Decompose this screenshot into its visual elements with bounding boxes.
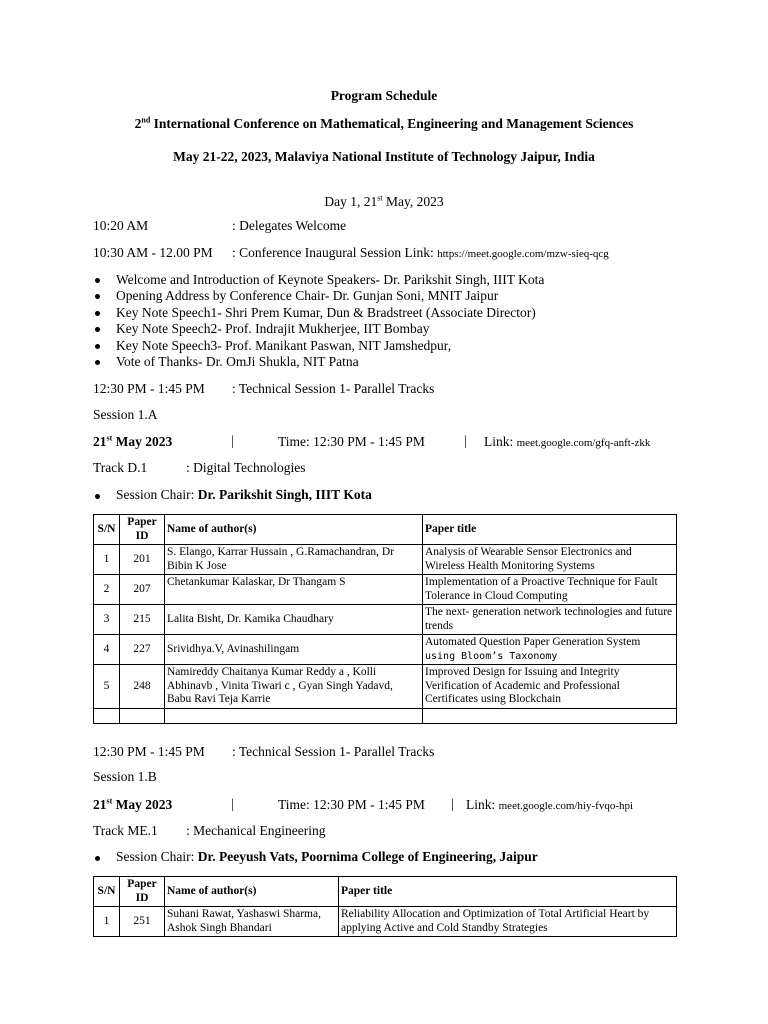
session-date <box>93 434 172 450</box>
agenda-description-text: : Conference Inaugural Session Link: <box>232 245 438 260</box>
session-date-suffix: st <box>106 433 113 443</box>
cell-empty <box>423 709 677 724</box>
table-row <box>94 665 677 709</box>
separator: | <box>464 433 467 448</box>
list-item: Vote of Thanks- Dr. OmJi Shukla, NIT Patna <box>94 354 544 370</box>
separator: | <box>231 433 234 448</box>
table-row <box>94 545 677 575</box>
session-link-label: Link: <box>466 797 499 812</box>
cell-title: Improved Design for Issuing and Integrity Verification of Academic and Professional Certificates using Blockchain <box>423 665 677 709</box>
cell-title: Analysis of Wearable Sensor Electronics and Wireless Health Monitoring Systems <box>423 545 677 575</box>
session-date-number: 21 <box>93 434 107 449</box>
cell-paper-id: 227 <box>120 635 165 665</box>
cell-paper-id: 215 <box>120 605 165 635</box>
cell-authors: Srividhya.V, Avinashilingam <box>165 635 423 665</box>
agenda-description: : Delegates Welcome <box>232 218 347 233</box>
session-chair <box>94 849 538 865</box>
track-code: Track D.1 <box>93 460 148 475</box>
cell-empty <box>120 709 165 724</box>
session-chair-label: Session Chair: <box>116 849 198 864</box>
column-header-sn: S/N <box>94 515 120 545</box>
list-item: Opening Address by Conference Chair- Dr. Gunjan Soni, MNIT Jaipur <box>94 288 544 304</box>
session-label: Session 1.B <box>93 769 157 784</box>
conference-ordinal-number: 2 <box>134 116 142 131</box>
agenda-time: 10:20 AM <box>93 218 149 233</box>
cell-title: The next- generation network technologies and future trends <box>423 605 677 635</box>
papers-table <box>93 876 677 937</box>
cell-authors: S. Elango, Karrar Hussain , G.Ramachandran, Dr Bibin K Jose <box>165 545 423 575</box>
cell-sn: 2 <box>94 575 120 605</box>
table-row <box>94 907 677 937</box>
cell-sn: 5 <box>94 665 120 709</box>
cell-authors: Namireddy Chaitanya Kumar Reddy a , Kolli Abhinavb , Vinita Tiwari c , Gyan Singh Yadavd, Babu Ravi Teja Karrie <box>165 665 423 709</box>
conference-name <box>0 116 768 132</box>
table-header-row <box>94 515 677 545</box>
session-link-row <box>484 434 650 450</box>
cell-authors: Suhani Rawat, Yashaswi Sharma, Ashok Singh Bhandari <box>165 907 339 937</box>
session-chair-name: Dr. Peeyush Vats, Poornima College of Engineering, Jaipur <box>197 849 538 864</box>
column-header-paper-id: Paper ID <box>120 515 165 545</box>
cell-paper-id: 207 <box>120 575 165 605</box>
day-heading-month: May, 2023 <box>382 194 444 209</box>
column-header-sn: S/N <box>94 877 120 907</box>
table-row <box>94 635 677 665</box>
list-item: Key Note Speech3- Prof. Manikant Paswan, NIT Jamshedpur, <box>94 338 544 354</box>
session-time-label: Time: 12:30 PM - 1:45 PM <box>278 797 425 812</box>
cell-paper-id: 248 <box>120 665 165 709</box>
column-header-title: Paper title <box>339 877 677 907</box>
cell-sn: 1 <box>94 907 120 937</box>
column-header-title: Paper title <box>423 515 677 545</box>
separator: | <box>451 796 454 811</box>
column-header-authors: Name of author(s) <box>165 515 423 545</box>
table-row <box>94 605 677 635</box>
track-code: Track ME.1 <box>93 823 158 838</box>
list-item: Key Note Speech2- Prof. Indrajit Mukherjee, IIT Bombay <box>94 321 544 337</box>
cell-authors: Lalita Bisht, Dr. Kamika Chaudhary <box>165 605 423 635</box>
session-time: 12:30 PM - 1:45 PM <box>93 381 205 396</box>
session-link[interactable]: meet.google.com/gfq-anft-zkk <box>516 437 651 449</box>
table-row-empty <box>94 709 677 724</box>
session-date-number: 21 <box>93 797 107 812</box>
document-title: Program Schedule <box>330 88 438 103</box>
session-time: 12:30 PM - 1:45 PM <box>93 744 205 759</box>
conference-ordinal-suffix: nd <box>141 115 151 125</box>
session-link[interactable]: meet.google.com/hiy-fvqo-hpi <box>498 800 634 812</box>
cell-title: Reliability Allocation and Optimization of Total Artificial Heart by applying Active and Cold Standby Strategies <box>339 907 677 937</box>
cell-sn: 3 <box>94 605 120 635</box>
list-item: Key Note Speech1- Shri Prem Kumar, Dun & Bradstreet (Associate Director) <box>94 305 544 321</box>
session-time-label: Time: 12:30 PM - 1:45 PM <box>278 434 425 449</box>
cell-sn: 1 <box>94 545 120 575</box>
conference-name-text: International Conference on Mathematical, Engineering and Management Sciences <box>150 116 634 131</box>
table-header-row <box>94 877 677 907</box>
session-date-suffix: st <box>106 796 113 806</box>
session-description: : Technical Session 1- Parallel Tracks <box>232 744 435 759</box>
session-date-text: May 2023 <box>112 797 173 812</box>
cell-paper-id: 251 <box>120 907 165 937</box>
session-link-label: Link: <box>484 434 517 449</box>
session-chair-label: Session Chair: <box>116 487 198 502</box>
day-heading-suffix: st <box>377 193 383 203</box>
cell-empty <box>165 709 423 724</box>
track-name: : Digital Technologies <box>186 460 306 475</box>
cell-title: Implementation of a Proactive Technique for Fault Tolerance in Cloud Computing <box>423 575 677 605</box>
cell-title-extra: using Bloom’s Taxonomy <box>425 650 558 662</box>
separator: | <box>231 796 234 811</box>
cell-paper-id: 201 <box>120 545 165 575</box>
session-description: : Technical Session 1- Parallel Tracks <box>232 381 435 396</box>
agenda-time: 10:30 AM - 12.00 PM <box>93 245 213 260</box>
track-name: : Mechanical Engineering <box>186 823 326 838</box>
session-link-row <box>466 797 633 813</box>
cell-title <box>423 635 677 665</box>
inaugural-session-link[interactable]: https://meet.google.com/mzw-sieq-qcg <box>437 248 609 260</box>
cell-title-text: Automated Question Paper Generation System <box>425 636 641 648</box>
cell-empty <box>94 709 120 724</box>
session-chair <box>94 487 372 503</box>
day-heading-text: Day 1, 21 <box>324 194 378 209</box>
papers-table <box>93 514 677 724</box>
conference-dates-venue: May 21-22, 2023, Malaviya National Institute of Technology Jaipur, India <box>173 149 595 164</box>
session-date <box>93 797 172 813</box>
column-header-paper-id: Paper ID <box>120 877 165 907</box>
table-row <box>94 575 677 605</box>
cell-sn: 4 <box>94 635 120 665</box>
inaugural-session-items <box>94 272 544 370</box>
column-header-authors: Name of author(s) <box>165 877 339 907</box>
list-item: Welcome and Introduction of Keynote Speakers- Dr. Parikshit Singh, IIIT Kota <box>94 272 544 288</box>
agenda-description <box>232 245 609 261</box>
session-chair-name: Dr. Parikshit Singh, IIIT Kota <box>197 487 372 502</box>
session-label: Session 1.A <box>93 407 158 422</box>
day-heading <box>0 194 768 210</box>
cell-authors: Chetankumar Kalaskar, Dr Thangam S <box>165 575 423 605</box>
session-date-text: May 2023 <box>112 434 173 449</box>
